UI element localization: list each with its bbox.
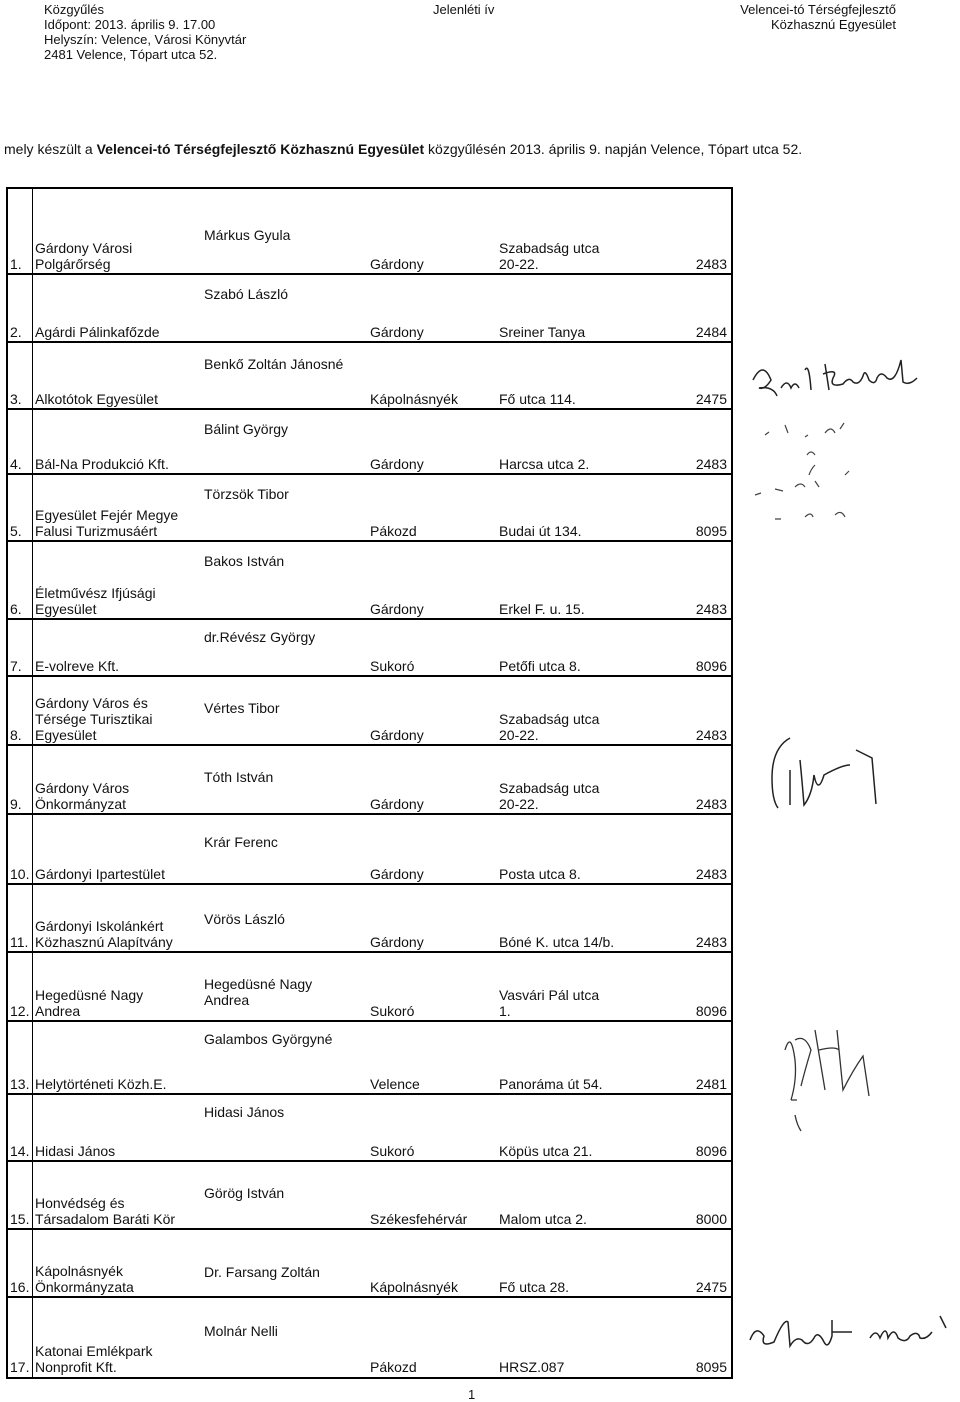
organization-name: Kápolnásnyék Önkormányzata — [35, 1263, 134, 1295]
representative-name: dr.Révész György — [204, 629, 316, 645]
city: Sukoró — [370, 658, 415, 674]
address: Posta utca 8. — [499, 866, 581, 882]
representative-name: Bálint György — [204, 421, 289, 437]
postal-code: 2483 — [695, 727, 727, 743]
row-number: 7. — [10, 658, 22, 674]
row-number: 16. — [10, 1279, 30, 1295]
organization-name: Gárdony Város Önkormányzat — [35, 780, 130, 812]
representative-name: Törzsök Tibor — [204, 486, 289, 502]
organization-name: Egyesület Fejér Megye Falusi Turizmusáért — [35, 507, 179, 539]
city: Gárdony — [370, 324, 424, 340]
address: Köpüs utca 21. — [499, 1143, 593, 1159]
postal-code: 8095 — [695, 523, 727, 539]
row-number: 10. — [10, 866, 30, 882]
postal-code: 2483 — [695, 256, 727, 272]
table-row — [8, 1297, 731, 1377]
address: Petőfi utca 8. — [499, 658, 581, 674]
representative-name: Hegedüsné Nagy Andrea — [204, 976, 313, 1008]
address: Fő utca 28. — [499, 1279, 570, 1295]
table-row — [8, 1229, 731, 1297]
representative-name: Görög István — [204, 1185, 285, 1201]
signature-row8-9 — [760, 730, 900, 815]
table-row — [8, 409, 731, 474]
address: Vasvári Pál utca 1. — [499, 987, 600, 1019]
representative-name: Vértes Tibor — [204, 700, 280, 716]
table-row — [8, 952, 731, 1021]
representative-name: Vörös László — [204, 911, 285, 927]
postal-code: 2483 — [695, 796, 727, 812]
postal-code: 8096 — [695, 1003, 727, 1019]
table-row — [8, 1161, 731, 1229]
organization-name: Alkotótok Egyesület — [35, 391, 158, 407]
row-number: 4. — [10, 456, 22, 472]
row-number: 5. — [10, 523, 22, 539]
row-number: 17. — [10, 1359, 30, 1375]
organization-name: Gárdony Városi Polgárőrség — [35, 240, 133, 272]
city: Sukoró — [370, 1003, 415, 1019]
city: Kápolnásnyék — [370, 1279, 458, 1295]
organization-name: Gárdony Város és Térsége Turisztikai Egyesület — [35, 695, 153, 743]
header-time: Időpont: 2013. április 9. 17.00 — [44, 17, 216, 32]
table-row — [8, 1094, 731, 1161]
address: Szabadság utca 20-22. — [499, 240, 600, 272]
header-place: Helyszín: Velence, Városi Könyvtár — [44, 32, 247, 47]
intro-suffix: közgyűlésén 2013. április 9. napján Velence, Tópart utca 52. — [424, 141, 803, 157]
postal-code: 8000 — [695, 1211, 727, 1227]
representative-name: Krár Ferenc — [204, 834, 278, 850]
row-number: 14. — [10, 1143, 30, 1159]
postal-code: 8096 — [695, 1143, 727, 1159]
postal-code: 2475 — [695, 1279, 727, 1295]
organization-name: Bál-Na Produkció Kft. — [35, 456, 169, 472]
address: Erkel F. u. 15. — [499, 601, 585, 617]
signature-row3 — [745, 350, 945, 410]
city: Kápolnásnyék — [370, 391, 458, 407]
attendance-table — [6, 187, 733, 1379]
postal-code: 2483 — [695, 866, 727, 882]
row-number: 2. — [10, 324, 22, 340]
organization-name: Életművész Ifjúsági Egyesület — [35, 585, 156, 617]
table-row — [8, 1021, 731, 1094]
table-row — [8, 474, 731, 541]
organization-name: Katonai Emlékpark Nonprofit Kft. — [35, 1343, 153, 1375]
city: Gárdony — [370, 456, 424, 472]
table-row — [8, 619, 731, 676]
organization-name: E-volreve Kft. — [35, 658, 120, 674]
table-row — [8, 814, 731, 884]
representative-name: Márkus Gyula — [204, 227, 291, 243]
representative-name: Benkő Zoltán Jánosné — [204, 356, 344, 372]
header-event: Közgyűlés — [44, 2, 104, 17]
table-row — [8, 884, 731, 952]
representative-name: Molnár Nelli — [204, 1323, 278, 1339]
organization-name: Gárdonyi Ipartestület — [35, 866, 165, 882]
intro-org: Velencei-tó Térségfejlesztő Közhasznú Egyesület — [96, 141, 425, 157]
organization-name: Hegedüsné Nagy Andrea — [35, 987, 144, 1019]
row-number: 1. — [10, 256, 22, 272]
address: Harcsa utca 2. — [499, 456, 590, 472]
row-number: 3. — [10, 391, 22, 407]
organization-name: Hidasi János — [35, 1143, 116, 1159]
page-number: 1 — [468, 1387, 476, 1402]
row-number: 12. — [10, 1003, 30, 1019]
header-org-line2: Közhasznú Egyesület — [770, 17, 896, 32]
row-number: 8. — [10, 727, 22, 743]
postal-code: 2475 — [695, 391, 727, 407]
signature-row17 — [740, 1300, 955, 1360]
postal-code: 2481 — [695, 1076, 727, 1092]
intro-sentence — [4, 141, 802, 157]
address: Malom utca 2. — [499, 1211, 587, 1227]
table-row — [8, 676, 731, 745]
table-row — [8, 541, 731, 619]
organization-name: Gárdonyi Iskolánkért Közhasznú Alapítvány — [35, 918, 173, 950]
row-number: 6. — [10, 601, 22, 617]
postal-code: 2484 — [695, 324, 727, 340]
city: Gárdony — [370, 866, 424, 882]
postal-code: 2483 — [695, 934, 727, 950]
city: Székesfehérvár — [370, 1211, 468, 1227]
address: Szabadság utca 20-22. — [499, 780, 600, 812]
address: Budai út 134. — [499, 523, 582, 539]
organization-name: Helytörténeti Közh.E. — [35, 1076, 167, 1092]
representative-name: Dr. Farsang Zoltán — [204, 1264, 320, 1280]
address: Bóné K. utca 14/b. — [499, 934, 615, 950]
city: Gárdony — [370, 796, 424, 812]
representative-name: Galambos Györgyné — [204, 1031, 333, 1047]
postal-code: 2483 — [695, 601, 727, 617]
postal-code: 2483 — [695, 456, 727, 472]
signature-row13 — [775, 1020, 895, 1135]
header-title: Jelenléti ív — [433, 2, 495, 17]
table-row — [8, 745, 731, 814]
city: Gárdony — [370, 727, 424, 743]
postal-code: 8096 — [695, 658, 727, 674]
city: Gárdony — [370, 601, 424, 617]
signature-row4-5 — [745, 415, 895, 535]
city: Gárdony — [370, 934, 424, 950]
row-number: 15. — [10, 1211, 30, 1227]
organization-name: Honvédség és Társadalom Baráti Kör — [35, 1195, 176, 1227]
address: Sreiner Tanya — [499, 324, 586, 340]
address: Fő utca 114. — [499, 391, 576, 407]
postal-code: 8095 — [695, 1359, 727, 1375]
representative-name: Hidasi János — [204, 1104, 285, 1120]
header-address: 2481 Velence, Tópart utca 52. — [44, 47, 218, 62]
header-org-line1: Velencei-tó Térségfejlesztő — [740, 2, 896, 17]
city: Pákozd — [370, 1359, 417, 1375]
representative-name: Szabó László — [204, 286, 289, 302]
city: Pákozd — [370, 523, 417, 539]
representative-name: Bakos István — [204, 553, 285, 569]
row-number: 13. — [10, 1076, 30, 1092]
intro-prefix: mely készült a — [4, 141, 97, 157]
header-left — [44, 2, 246, 62]
city: Gárdony — [370, 256, 424, 272]
city: Velence — [370, 1076, 420, 1092]
table-row — [8, 342, 731, 409]
header-right — [740, 2, 896, 32]
representative-name: Tóth István — [204, 769, 274, 785]
table-row — [8, 274, 731, 342]
row-number: 11. — [10, 934, 29, 950]
row-number: 9. — [10, 796, 22, 812]
organization-name: Agárdi Pálinkafőzde — [35, 324, 160, 340]
city: Sukoró — [370, 1143, 415, 1159]
address: Panoráma út 54. — [499, 1076, 603, 1092]
table-row — [8, 189, 731, 274]
address: Szabadság utca 20-22. — [499, 711, 600, 743]
address: HRSZ.087 — [499, 1359, 565, 1375]
